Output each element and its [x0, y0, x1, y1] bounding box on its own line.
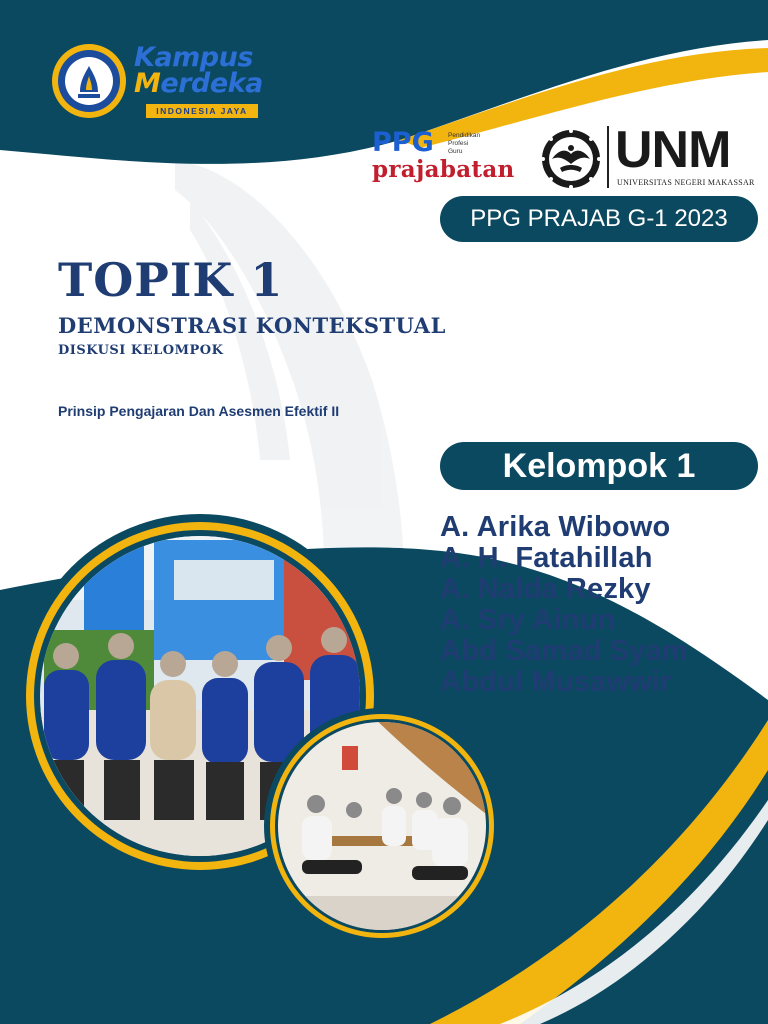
merdeka-word: Merdeka [134, 68, 263, 99]
member-name: Abd Samad Syam [440, 635, 688, 667]
ppg-small-line: Guru [448, 148, 463, 155]
member-list [440, 512, 688, 698]
kampus-word: Kampus [134, 42, 253, 73]
tut-wuri-handayani-emblem [50, 42, 128, 120]
unm-subtitle: UNIVERSITAS NEGERI MAKASSAR [617, 178, 755, 187]
batch-badge: PPG PRAJAB G-1 2023 [440, 196, 758, 242]
ppg-prajabatan-logo [372, 128, 532, 188]
kampus-merdeka-logo [50, 42, 265, 122]
member-name: A. Nalda Rezky [440, 573, 651, 605]
ppg-small-line: Pendidikan [448, 132, 481, 139]
member-name: A. H. Fatahillah [440, 542, 653, 574]
unm-name: UNM [615, 121, 731, 179]
group-label: Kelompok 1 [440, 442, 758, 490]
page-subtitle: DEMONSTRASI KONTEKSTUAL [58, 313, 446, 338]
member-name: A. Arika Wibowo [440, 511, 671, 543]
page-title: TOPIK 1 [58, 253, 284, 307]
member-name: A. Sry Ainun [440, 604, 616, 636]
ppg-small-text [448, 132, 498, 156]
unm-divider [607, 126, 609, 188]
prajabatan-word: prajabatan [372, 156, 515, 183]
unm-seal-icon [540, 128, 602, 190]
member-name: Abdul Musawwir [440, 666, 672, 698]
group-photo-indoor [262, 706, 502, 946]
indonesia-jaya-tag: INDONESIA JAYA [146, 104, 258, 118]
ppg-abbr: PPG [372, 127, 434, 158]
activity-type: DISKUSI KELOMPOK [58, 343, 224, 358]
ppg-small-line: Profesi [448, 140, 469, 147]
course-name: Prinsip Pengajaran Dan Asesmen Efektif II [58, 403, 340, 419]
